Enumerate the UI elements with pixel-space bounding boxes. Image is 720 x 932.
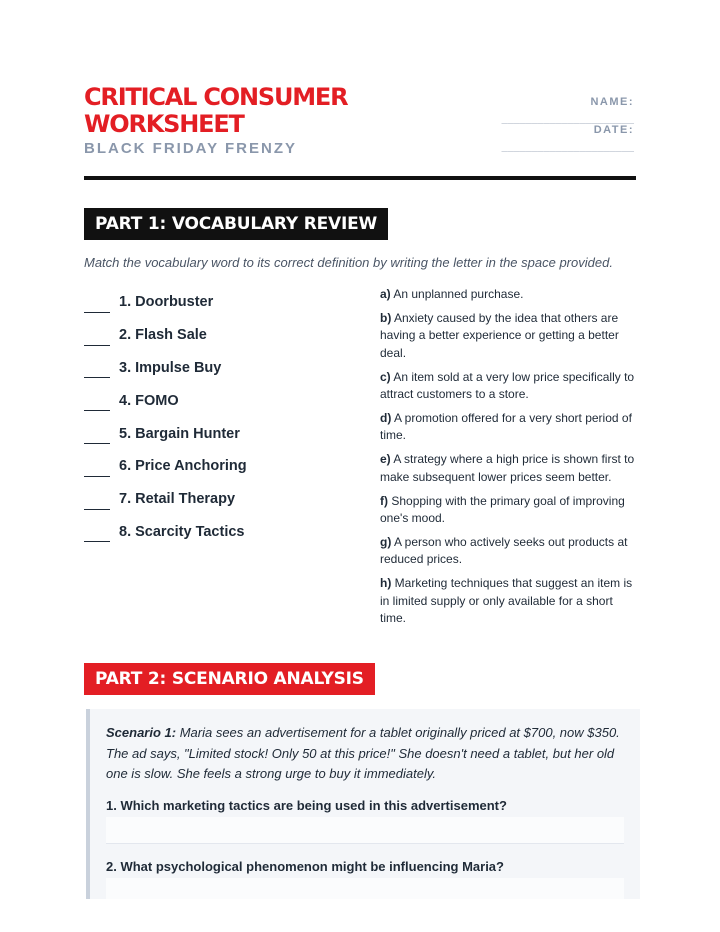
term-label: 7. Retail Therapy <box>119 491 236 508</box>
definition-list <box>380 286 638 634</box>
vocab-term <box>84 450 247 483</box>
definition-letter: g) <box>380 534 392 549</box>
definition-item <box>380 369 638 404</box>
definition-item <box>380 310 638 362</box>
answer-blank[interactable] <box>84 363 110 378</box>
worksheet-title <box>84 84 404 138</box>
answer-blank[interactable] <box>84 298 110 313</box>
name-field[interactable]: ______________________ <box>501 113 634 124</box>
name-label: NAME: <box>590 96 634 108</box>
definition-item <box>380 534 638 569</box>
answer-field-1[interactable] <box>106 817 624 844</box>
date-field[interactable]: ______________________ <box>501 141 634 152</box>
title-line-2: WORKSHEET <box>84 110 244 138</box>
definition-item <box>380 451 638 486</box>
scenario-text <box>106 723 626 785</box>
definition-letter: c) <box>380 369 391 384</box>
vocab-term <box>84 352 247 385</box>
title-line-1: CRITICAL CONSUMER <box>84 83 348 111</box>
term-label: 1. Doorbuster <box>119 294 214 311</box>
definition-item <box>380 493 638 528</box>
definition-text: Anxiety caused by the idea that others are having a better experience or getting a better deal. <box>380 310 619 360</box>
vocab-term <box>84 384 247 417</box>
term-label: 2. Flash Sale <box>119 327 207 344</box>
definition-letter: e) <box>380 452 391 467</box>
definition-item <box>380 575 638 627</box>
answer-blank[interactable] <box>84 396 110 411</box>
answer-blank[interactable] <box>84 462 110 477</box>
header-divider <box>84 176 636 180</box>
scenario-lead: Scenario 1: <box>106 725 177 740</box>
vocab-term-list <box>84 286 247 548</box>
vocab-term <box>84 417 247 450</box>
definition-text: A person who actively seeks out products at reduced prices. <box>380 534 628 567</box>
term-label: 3. Impulse Buy <box>119 359 222 376</box>
answer-blank[interactable] <box>84 495 110 510</box>
term-label: 8. Scarcity Tactics <box>119 523 245 540</box>
definition-letter: b) <box>380 310 392 325</box>
answer-blank[interactable] <box>84 331 110 346</box>
part1-instructions: Match the vocabulary word to its correct definition by writing the letter in the space provided. <box>84 255 613 270</box>
definition-letter: d) <box>380 410 392 425</box>
definition-text: Marketing techniques that suggest an item is in limited supply or only available for a short time. <box>380 576 633 625</box>
definition-text: An unplanned purchase. <box>393 287 524 301</box>
term-label: 6. Price Anchoring <box>119 458 247 475</box>
vocab-term <box>84 516 247 549</box>
answer-blank[interactable] <box>84 429 110 444</box>
vocab-term <box>84 483 247 516</box>
definition-text: An item sold at a very low price specifically to attract customers to a store. <box>380 369 635 402</box>
definition-letter: f) <box>380 493 388 508</box>
vocab-term <box>84 319 247 352</box>
date-label: DATE: <box>593 124 634 136</box>
part2-heading: PART 2: SCENARIO ANALYSIS <box>84 663 375 695</box>
question-2: 2. What psychological phenomenon might be influencing Maria? <box>106 859 504 874</box>
definition-text: Shopping with the primary goal of improving one's mood. <box>380 493 625 525</box>
vocab-term <box>84 286 247 319</box>
term-label: 4. FOMO <box>119 392 179 409</box>
definition-text: A strategy where a high price is shown first to make subsequent lower prices seem better. <box>380 452 635 484</box>
part1-heading: PART 1: VOCABULARY REVIEW <box>84 208 388 240</box>
term-label: 5. Bargain Hunter <box>119 425 240 442</box>
scenario-body: Maria sees an advertisement for a tablet originally priced at $700, now $350. The ad says, "Limited stock! Only 50 at this price!" She doesn't need a tablet, but her old one is slow. She feels a strong urge to buy it immediately. <box>106 725 620 781</box>
definition-item <box>380 286 638 303</box>
answer-field-2[interactable] <box>106 878 624 899</box>
definition-item <box>380 410 638 445</box>
question-1: 1. Which marketing tactics are being used in this advertisement? <box>106 798 507 813</box>
definition-letter: h) <box>380 576 392 591</box>
definition-text: A promotion offered for a very short period of time. <box>380 410 632 443</box>
worksheet-subtitle: BLACK FRIDAY FRENZY <box>84 140 298 157</box>
definition-letter: a) <box>380 287 391 301</box>
answer-blank[interactable] <box>84 527 110 542</box>
scenario-card <box>86 709 640 899</box>
